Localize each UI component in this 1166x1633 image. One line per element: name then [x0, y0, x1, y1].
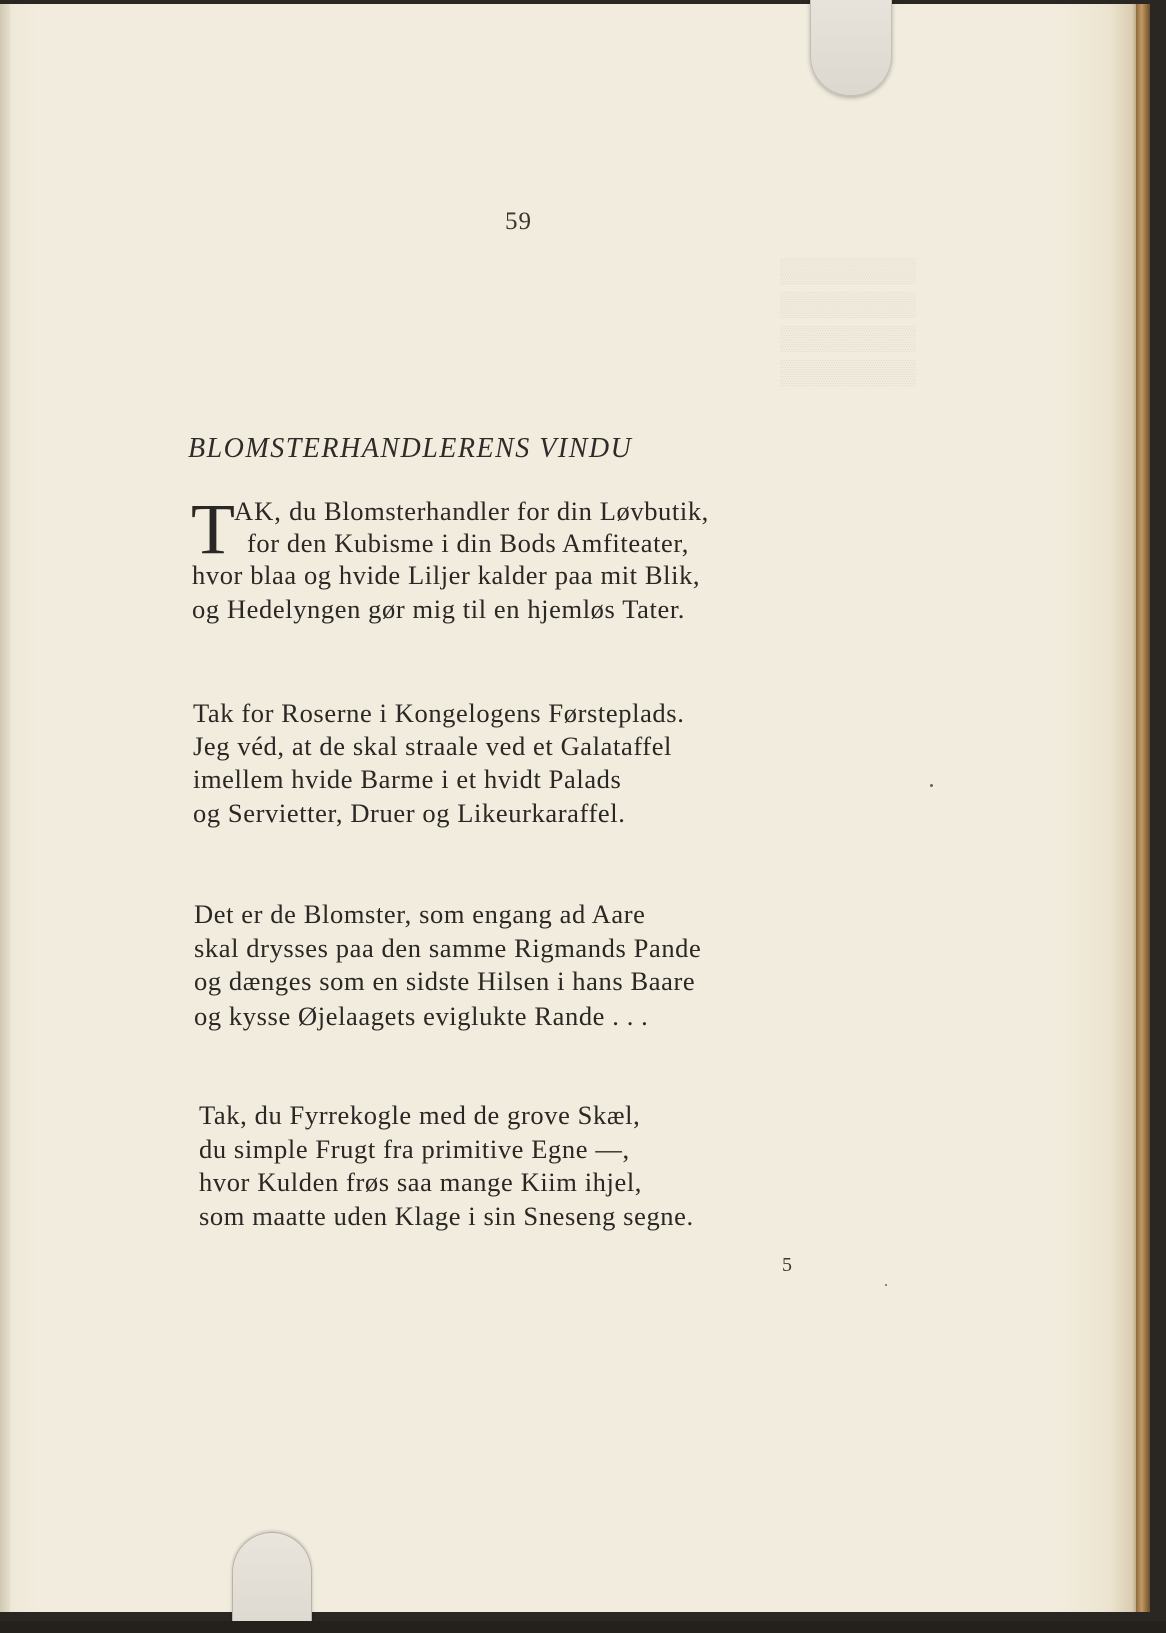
- page-clip-top: [810, 0, 892, 96]
- poem-line: og dænges som en sidste Hilsen i hans Baare: [194, 966, 696, 996]
- signature-mark: 5: [782, 1254, 792, 1276]
- first-word-smallcaps: AK,: [234, 496, 282, 526]
- poem-line: Det er de Blomster, som engang ad Aare: [194, 899, 646, 929]
- bleed-through-text: ▒▒▒▒▒▒▒▒ ▒▒▒▒▒▒▒▒ ▒▒▒▒▒▒▒▒ ▒▒▒▒▒▒▒▒: [780, 258, 917, 386]
- poem-line: hvor Kulden frøs saa mange Kiim ihjel,: [199, 1167, 643, 1197]
- poem-line: Jeg véd, at de skal straale ved et Galataffel: [193, 731, 673, 761]
- poem-line: Tak, du Fyrrekogle med de grove Skæl,: [199, 1100, 641, 1130]
- poem-line: Tak for Roserne i Kongelogens Førsteplads.: [193, 698, 685, 728]
- page-edge-bottom: [0, 1621, 1166, 1633]
- poem-line: som maatte uden Klage i sin Sneseng segne.: [199, 1201, 694, 1231]
- poem-line: og kysse Øjelaagets eviglukte Rande . . .: [194, 1001, 649, 1031]
- poem-line: og Hedelyngen gør mig til en hjemløs Tater.: [192, 594, 686, 624]
- spine-edge: [0, 4, 10, 1612]
- poem-line: skal drysses paa den samme Rigmands Pande: [194, 933, 702, 963]
- poem-line: du simple Frugt fra primitive Egne —,: [199, 1134, 630, 1164]
- first-line-text: du Blomsterhandler for din Løvbutik,: [281, 496, 709, 526]
- book-page: [0, 4, 1138, 1612]
- paper-speck: [885, 1284, 887, 1286]
- page-number: 59: [505, 208, 532, 235]
- poem-line: [234, 496, 709, 527]
- drop-cap: T: [191, 489, 235, 569]
- page-edge-right: [1136, 4, 1150, 1612]
- poem-title: BLOMSTERHANDLERENS VINDU: [188, 433, 633, 464]
- poem-line: for den Kubisme i din Bods Amfiteater,: [247, 528, 689, 558]
- poem-line: og Servietter, Druer og Likeurkaraffel.: [193, 798, 626, 828]
- poem-line: imellem hvide Barme i et hvidt Palads: [193, 764, 622, 794]
- poem-line: hvor blaa og hvide Liljer kalder paa mit Blik,: [192, 560, 701, 590]
- paper-speck: [930, 784, 933, 787]
- page-clip-bottom: [232, 1532, 312, 1624]
